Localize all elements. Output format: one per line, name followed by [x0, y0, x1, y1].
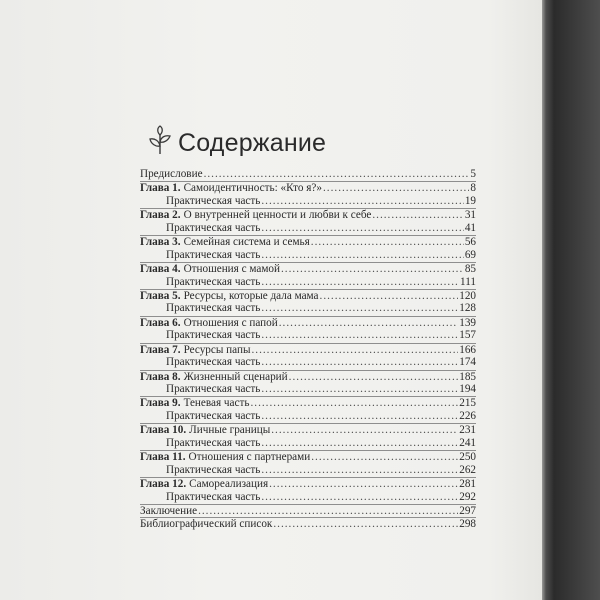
toc-entry: [140, 289, 476, 302]
chapter-label: Глава 12.: [140, 478, 187, 491]
dot-leader: [261, 491, 458, 504]
dot-leader: [261, 410, 458, 423]
dot-leader: [250, 397, 458, 410]
toc-entry-text: [166, 222, 260, 235]
toc-entry-text: [140, 168, 203, 181]
toc-subentry: [140, 383, 476, 396]
dot-leader: [271, 424, 458, 437]
page-number: 128: [459, 302, 476, 315]
toc-subentry: [140, 195, 476, 208]
page-number: 231: [459, 424, 476, 437]
chapter-label: Глава 10.: [140, 424, 187, 437]
entry-title: Практическая часть: [166, 463, 261, 476]
page-number: 56: [464, 236, 476, 249]
toc-entry: [140, 517, 476, 530]
entry-title: Семейная система и семья: [183, 236, 310, 249]
entry-title: Практическая часть: [166, 436, 261, 449]
entry-title: Ресурсы папы: [183, 343, 251, 356]
toc-entry-text: [166, 329, 260, 342]
chapter-label: Глава 1.: [140, 182, 181, 195]
page-number: 241: [459, 436, 476, 449]
entry-title: Предисловие: [140, 168, 203, 180]
page-number: 111: [460, 275, 476, 288]
page-number: 297: [459, 504, 476, 517]
toc-entry-text: [166, 464, 260, 477]
toc-list: [140, 168, 476, 531]
toc-subentry: [140, 491, 476, 504]
toc-subentry: [140, 464, 476, 477]
page-number: 166: [459, 343, 476, 356]
page-number: 174: [459, 356, 476, 369]
toc-entry-text: [166, 276, 260, 289]
page-number: 298: [459, 518, 476, 531]
chapter-label: Глава 8.: [140, 370, 181, 383]
toc-entry: [140, 477, 476, 490]
dot-leader: [372, 209, 463, 222]
toc-entry-text: [140, 344, 250, 357]
toc-subentry: [140, 356, 476, 369]
toc-subentry: [140, 249, 476, 262]
toc-entry-text: [140, 317, 278, 330]
page-number: 8: [470, 182, 476, 195]
chapter-label: Глава 6.: [140, 316, 181, 329]
toc-entry-text: [140, 290, 319, 303]
chapter-label: Глава 3.: [140, 236, 181, 249]
toc-entry-text: [140, 478, 268, 491]
page-number: 41: [464, 221, 476, 234]
entry-title: Практическая часть: [166, 383, 261, 395]
dot-leader: [261, 222, 463, 235]
toc-entry: [140, 396, 476, 409]
entry-title: Практическая часть: [166, 194, 261, 207]
dot-leader: [261, 276, 459, 289]
toc-entry-text: [166, 195, 260, 208]
dot-leader: [261, 383, 458, 396]
dot-leader: [311, 451, 458, 464]
toc-entry-text: [140, 424, 270, 437]
toc-entry-text: [140, 371, 288, 384]
toc-subentry: [140, 276, 476, 289]
dot-leader: [251, 344, 458, 357]
page-number: 194: [459, 383, 476, 395]
page-number: 69: [464, 248, 476, 261]
toc-entry-text: [140, 182, 322, 195]
page-number: 215: [459, 397, 476, 410]
chapter-label: Глава 2.: [140, 209, 181, 222]
toc-entry: [140, 316, 476, 329]
entry-title: Отношения с папой: [183, 316, 278, 329]
chapter-label: Глава 9.: [140, 397, 181, 410]
toc-entry-text: [140, 518, 272, 531]
page-number: 120: [459, 289, 476, 302]
toc-entry-text: [166, 249, 260, 262]
entry-title: Теневая часть: [183, 397, 250, 410]
entry-title: Практическая часть: [166, 490, 261, 503]
chapter-label: Глава 7.: [140, 343, 181, 356]
entry-title: Практическая часть: [166, 409, 261, 422]
page-number: 31: [464, 209, 476, 222]
toc-entry-text: [166, 437, 260, 450]
entry-title: Жизненный сценарий: [183, 370, 288, 383]
dot-leader: [323, 182, 469, 195]
toc-entry: [140, 181, 476, 194]
page-number: 185: [459, 370, 476, 383]
toc-entry-text: [166, 356, 260, 369]
page-number: 226: [459, 409, 476, 422]
toc-entry: [140, 343, 476, 356]
dot-leader: [261, 249, 463, 262]
dot-leader: [261, 302, 458, 315]
toc-entry: [140, 168, 476, 181]
toc-entry-text: [140, 397, 249, 410]
entry-title: Практическая часть: [166, 356, 261, 369]
toc-entry-text: [166, 383, 260, 396]
page-number: 5: [470, 168, 476, 180]
page-title: Содержание: [178, 129, 327, 157]
toc-entry-text: [166, 302, 260, 315]
toc-subentry: [140, 410, 476, 423]
book-spine-shadow: [542, 0, 600, 600]
dot-leader: [204, 168, 470, 181]
entry-title: Самореализация: [189, 478, 269, 491]
toc-subentry: [140, 329, 476, 342]
entry-title: Самоидентичность: «Кто я?»: [183, 182, 322, 195]
dot-leader: [279, 317, 458, 330]
chapter-label: Глава 5.: [140, 289, 181, 302]
dot-leader: [281, 263, 464, 276]
page-number: 292: [459, 490, 476, 503]
dot-leader: [320, 290, 459, 303]
dot-leader: [269, 478, 458, 491]
toc-entry: [140, 262, 476, 275]
dot-leader: [273, 518, 458, 531]
entry-title: О внутренней ценности и любви к себе: [183, 209, 372, 222]
dot-leader: [261, 329, 458, 342]
toc-entry-text: [140, 505, 197, 518]
toc-subentry: [140, 437, 476, 450]
page-number: 250: [459, 451, 476, 464]
page-number: 281: [459, 478, 476, 491]
dot-leader: [261, 437, 458, 450]
entry-title: Заключение: [140, 504, 198, 517]
entry-title: Отношения с мамой: [183, 263, 280, 276]
entry-title: Личные границы: [189, 424, 271, 437]
toc-entry: [140, 208, 476, 221]
dot-leader: [198, 505, 458, 518]
chapter-label: Глава 11.: [140, 451, 186, 464]
toc-subentry: [140, 302, 476, 315]
dot-leader: [261, 195, 463, 208]
toc-subentry: [140, 222, 476, 235]
toc-entry-text: [140, 263, 280, 276]
entry-title: Отношения с партнерами: [188, 451, 311, 464]
dot-leader: [311, 236, 464, 249]
entry-title: Практическая часть: [166, 221, 261, 234]
dot-leader: [261, 464, 458, 477]
chapter-label: Глава 4.: [140, 263, 181, 276]
toc-entry-text: [140, 209, 371, 222]
toc-entry: [140, 504, 476, 517]
entry-title: Практическая часть: [166, 329, 261, 342]
toc-heading: [148, 118, 326, 158]
toc-entry: [140, 450, 476, 463]
leaf-sprout-icon: [148, 125, 172, 155]
entry-title: Ресурсы, которые дала мама: [183, 289, 319, 302]
dot-leader: [261, 356, 458, 369]
page-number: 19: [464, 194, 476, 207]
toc-entry-text: [140, 451, 310, 464]
entry-title: Практическая часть: [166, 248, 261, 261]
toc-entry-text: [140, 236, 310, 249]
page-number: 139: [459, 316, 476, 329]
entry-title: Практическая часть: [166, 302, 261, 315]
toc-entry-text: [166, 491, 260, 504]
page-number: 85: [464, 263, 476, 276]
dot-leader: [289, 371, 459, 384]
toc-entry: [140, 235, 476, 248]
entry-title: Библиографический список: [140, 518, 273, 531]
page-number: 157: [459, 329, 476, 342]
toc-entry-text: [166, 410, 260, 423]
page-number: 262: [459, 463, 476, 476]
entry-title: Практическая часть: [166, 275, 261, 288]
toc-entry: [140, 370, 476, 383]
toc-entry: [140, 423, 476, 436]
